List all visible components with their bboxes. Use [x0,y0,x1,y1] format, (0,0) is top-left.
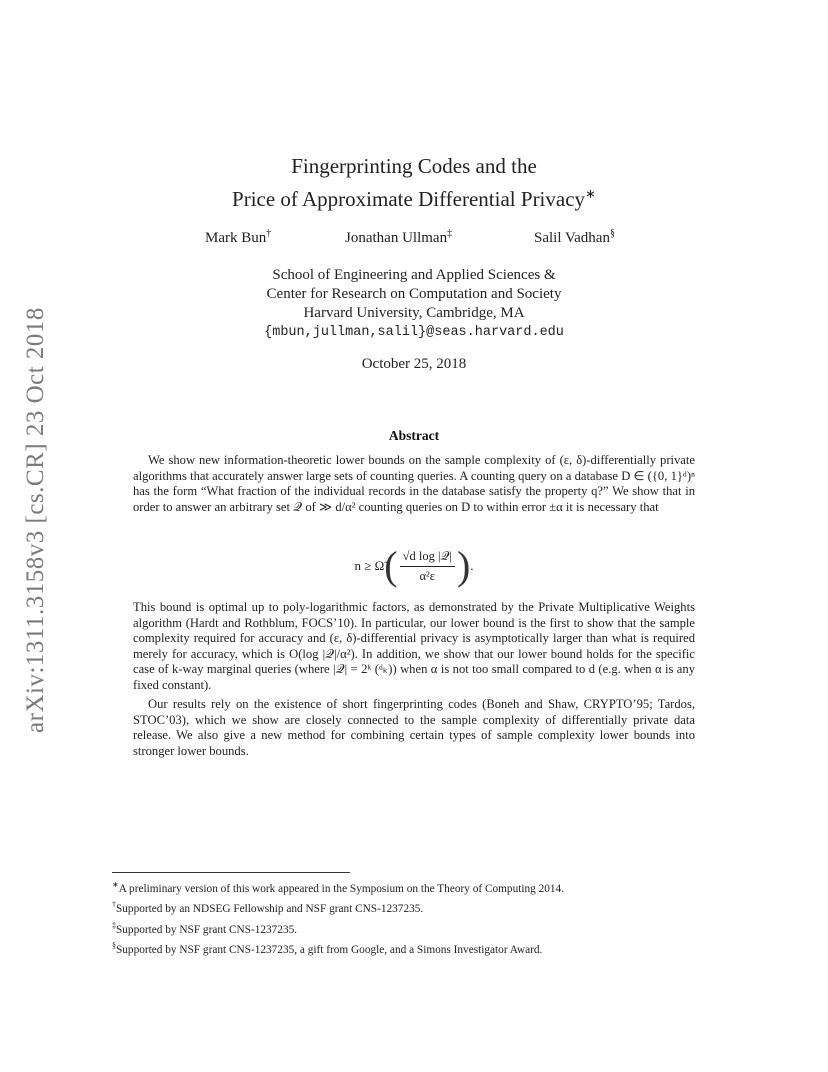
affiliation-line-1: School of Engineering and Applied Sciences & [272,267,556,283]
author-3: Salil Vadhan§ [534,228,615,246]
footnote-1: ∗A preliminary version of this work appeared in the Symposium on the Theory of Computing 2014. [112,880,565,895]
sample-complexity-equation [0,542,828,590]
equation-period: . [470,558,474,573]
paper-date: October 25, 2018 [361,356,467,372]
equation-left-paren: ( [384,543,398,588]
equation-fraction [400,549,455,584]
title-line-2: Price of Approximate Differential Privacy∗ [232,186,596,211]
title-line-1: Fingerprinting Codes and the [291,154,537,178]
paper-title [0,152,828,213]
affiliation-line-2: Center for Research on Computation and Society [266,286,562,302]
footnote-4: §Supported by NSF grant CNS-1237235, a gift from Google, and a Simons Investigator Award. [112,940,543,956]
footnotes [112,877,712,958]
footnote-3: ‡Supported by NSF grant CNS-1237235. [112,920,298,936]
author-list [0,228,828,248]
equation-numerator: √d log |𝒬| [400,549,455,567]
abstract-heading: Abstract [388,428,440,443]
affiliation-block [0,266,828,342]
title-footnote-mark: ∗ [585,186,596,201]
abstract-paragraph-3: Our results rely on the existence of short fingerprinting codes (Boneh and Shaw, CRYPTO’95; Tardos, STOC’03), which we show are closely connected to the sample complexity of differentially private data release. We also give a new method for combining certain types of sample complexity lower bounds into stronger lower bounds. [133,697,695,758]
footnote-2: †Supported by an NDSEG Fellowship and NSF grant CNS-1237235. [112,900,424,916]
abstract-paragraph-2: This bound is optimal up to poly-logarithmic factors, as demonstrated by the Private Multiplicative Weights algorithm (Hardt and Rothblum, FOCS’10). In particular, our lower bound is the first to show that the sample complexity required for accuracy and (ε, δ)-differential privacy is asymptotically larger than what is required merely for accuracy, which is O(log |𝒬|/α²). In addition, we show that our lower bound holds for the specific case of k-way marginal queries (where |𝒬| = 2ᵏ (ᵈₖ)) when α is not too small compared to d (e.g. when α is any fixed constant). [133,600,695,692]
footnote-divider [112,872,350,873]
affiliation-line-3: Harvard University, Cambridge, MA [303,305,525,321]
author-emails: {mbun,jullman,salil}@seas.harvard.edu [264,325,564,340]
equation-right-paren: ) [456,543,471,588]
equation-lhs: n ≥ Ω̃ [354,558,385,573]
author-2: Jonathan Ullman‡ [345,228,453,246]
abstract-paragraph-1: We show new information-theoretic lower bounds on the sample complexity of (ε, δ)-differentially private algorithms that accurately answer large sets of counting queries. A counting query on a database D ∈ ({0, 1}ᵈ)ⁿ has the form “What fraction of the individual records in the database satisfy the property q?” We show that in order to answer an arbitrary set 𝒬 of ≫ d/α² counting queries on D to within error ±α it is necessary that [133,453,695,514]
equation-denominator: α²ε [419,568,436,583]
author-1: Mark Bun† [205,228,272,246]
arxiv-id-label: arXiv:1311.3158v3 [cs.CR] 23 Oct 2018 [22,307,49,733]
